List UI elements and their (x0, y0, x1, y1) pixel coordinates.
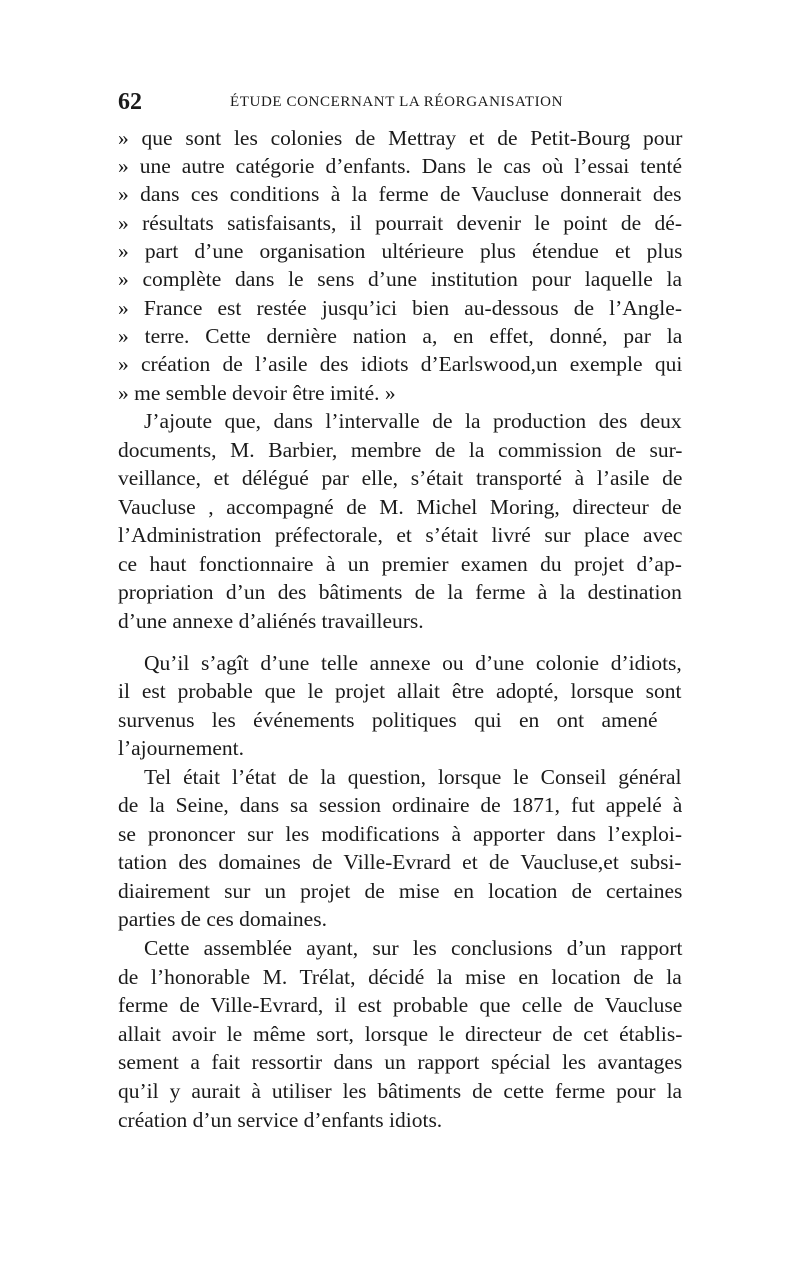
text-line: veillance, et délégué par elle, s’était transporté à l’asile de (118, 466, 683, 490)
text-line: » création de l’asile des idiots d’Earlswood,un exemple qui (118, 352, 683, 376)
text-line: Tel était l’état de la question, lorsque le Conseil général (144, 765, 682, 789)
text-line: » me semble devoir être imité. » (118, 381, 396, 405)
text-line: diairement sur un projet de mise en location de certaines (118, 879, 683, 903)
text-line: Vaucluse , accompagné de M. Michel Moring, directeur de (118, 495, 682, 519)
text-line: allait avoir le même sort, lorsque le directeur de cet établis- (118, 1022, 683, 1046)
text-line: survenus les événements politiques qui en ont amené (118, 708, 658, 732)
text-line: parties de ces domaines. (118, 907, 327, 931)
text-line: qu’il y aurait à utiliser les bâtiments de cette ferme pour la (118, 1079, 683, 1103)
text-line: » France est restée jusqu’ici bien au-dessous de l’Angle- (118, 296, 682, 320)
text-line: de l’honorable M. Trélat, décidé la mise en location de la (118, 965, 682, 989)
text-line: Qu’il s’agît d’une telle annexe ou d’une colonie d’idiots, (144, 651, 682, 675)
text-line: » que sont les colonies de Mettray et de Petit-Bourg pour (118, 126, 683, 150)
text-line: » part d’une organisation ultérieure plus étendue et plus (118, 239, 683, 263)
text-line: » dans ces conditions à la ferme de Vaucluse donnerait des (118, 182, 682, 206)
text-line: propriation d’un des bâtiments de la ferme à la destination (118, 580, 682, 604)
text-line: ce haut fonctionnaire à un premier examen du projet d’ap- (118, 552, 682, 576)
text-line: sement a fait ressortir dans un rapport spécial les avantages (118, 1050, 683, 1074)
text-line: documents, M. Barbier, membre de la commission de sur- (118, 438, 683, 462)
text-line: » complète dans le sens d’une institution pour laquelle la (118, 267, 683, 291)
page-number: 62 (118, 89, 142, 115)
text-line: de la Seine, dans sa session ordinaire de 1871, fut appelé à (118, 793, 683, 817)
text-line: J’ajoute que, dans l’intervalle de la production des deux (144, 409, 682, 433)
text-line: » résultats satisfaisants, il pourrait devenir le point de dé- (118, 211, 682, 235)
text-line: l’Administration préfectorale, et s’était livré sur place avec (118, 523, 683, 547)
page-header (118, 88, 680, 116)
text-line: » terre. Cette dernière nation a, en effet, donné, par la (118, 324, 683, 348)
text-line: l’ajournement. (118, 736, 244, 760)
running-title: ÉTUDE CONCERNANT LA RÉORGANISATION (230, 94, 564, 110)
text-line: tation des domaines de Ville-Evrard et de Vaucluse,et subsi- (118, 850, 682, 874)
text-line: se prononcer sur les modifications à apporter dans l’exploi- (118, 822, 683, 846)
text-line: ferme de Ville-Evrard, il est probable que celle de Vaucluse (118, 993, 683, 1017)
text-line: création d’un service d’enfants idiots. (118, 1108, 443, 1132)
text-line: d’une annexe d’aliénés travailleurs. (118, 609, 424, 633)
text-line: » une autre catégorie d’enfants. Dans le cas où l’essai tenté (118, 154, 683, 178)
text-line: il est probable que le projet allait être adopté, lorsque sont (118, 679, 682, 703)
text-line: Cette assemblée ayant, sur les conclusions d’un rapport (144, 936, 683, 960)
